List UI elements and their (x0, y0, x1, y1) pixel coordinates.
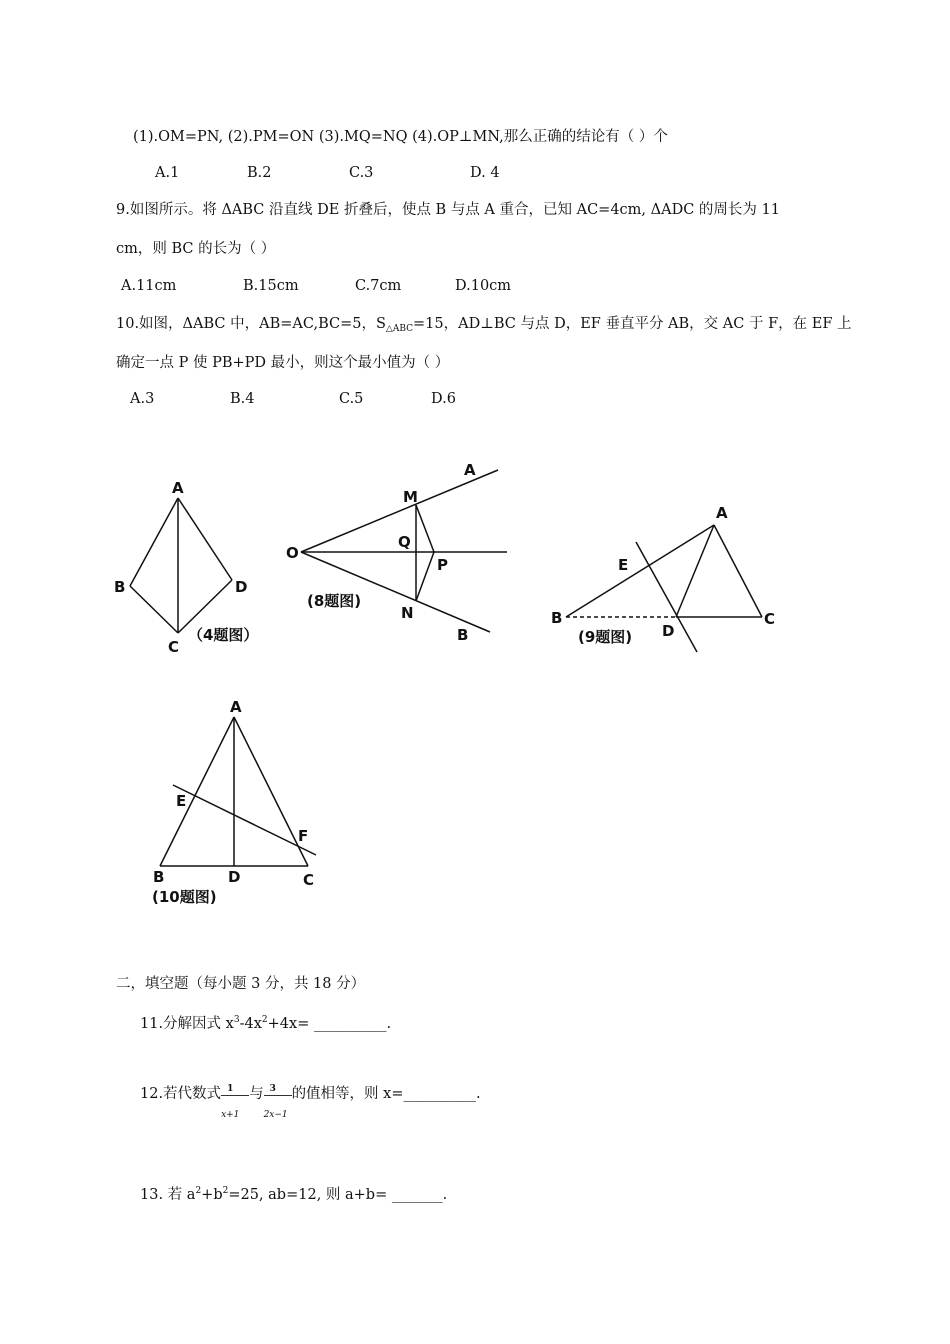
q12-end: . (476, 1086, 481, 1102)
q8-option-c: C.3 (349, 165, 374, 181)
q8-option-a: A.1 (155, 165, 180, 181)
q11-sup2: 2 (261, 1015, 268, 1025)
q13-sup2: 2 (222, 1186, 229, 1196)
q13-mid1: +b (201, 1187, 223, 1203)
q8-option-b: B.2 (247, 165, 272, 181)
fig8-label-b: B (457, 626, 469, 644)
q10-option-b: B.4 (230, 391, 255, 407)
q11-mid2: +4x= (267, 1016, 314, 1032)
q8-statement: (1).OM=PN, (2).PM=ON (3).MQ=NQ (4).OP⊥MN,那么正确的结论有（ ）个 (133, 129, 668, 145)
fig9-label-d: D (662, 622, 675, 640)
q12-fraction-1 (221, 1084, 249, 1120)
figure-4-drawing (130, 498, 232, 633)
fig10-label-b: B (153, 868, 165, 886)
q12-mid: 与 (249, 1086, 264, 1102)
q11-end: . (386, 1016, 392, 1032)
q9-line2: cm，则 BC 的长为（ ） (116, 241, 276, 257)
fig8-label-m: M (403, 488, 418, 506)
q12-line (140, 1084, 481, 1120)
fig10-label-c: C (303, 871, 315, 889)
q10-line1-part-a: 10.如图，ΔABC 中，AB=AC,BC=5，S (116, 316, 386, 332)
fig10-label-d: D (228, 868, 241, 886)
fig10-label-a: A (230, 698, 242, 716)
q13-end: . (442, 1187, 448, 1203)
q12-frac1-denominator: x+1 (221, 1110, 240, 1120)
q9-line1: 9.如图所示。将 ΔABC 沿直线 DE 折叠后，使点 B 与点 A 重合，已知 AC=4cm, ΔADC 的周长为 11 (116, 202, 780, 218)
q10-option-c: C.5 (339, 391, 364, 407)
q10-line1-part-b: =15，AD⊥BC 与点 D，EF 垂直平分 AB，交 AC 于 F，在 EF 上 (413, 316, 852, 332)
fig8-label-q: Q (398, 533, 411, 551)
q12-frac1-bar (221, 1095, 249, 1096)
q13-line (140, 1182, 447, 1204)
fig4-label-a: A (172, 479, 184, 497)
q12-frac2-bar (264, 1095, 292, 1096)
fig10-caption: (10题图) (152, 888, 217, 906)
q12-frac2-denominator: 2x−1 (263, 1110, 288, 1120)
fig4-caption: （4题图） (188, 626, 259, 644)
q10-option-a: A.3 (130, 391, 155, 407)
fig9-label-a: A (716, 504, 728, 522)
fig9-label-c: C (764, 610, 776, 628)
q11-line (140, 1011, 391, 1033)
fig9-caption: (9题图) (578, 628, 633, 646)
q12-suffix: 的值相等，则 x= (291, 1086, 404, 1102)
q13-prefix: 13. 若 a (140, 1187, 196, 1203)
fig9-label-b: B (551, 609, 563, 627)
fig4-label-c: C (168, 638, 180, 656)
q12-frac1-numerator: 1 (227, 1084, 234, 1094)
fig4-label-b: B (114, 578, 126, 596)
fig8-label-a: A (464, 461, 476, 479)
q9-option-d: D.10cm (455, 278, 512, 294)
q11-mid1: -4x (239, 1016, 262, 1032)
q13-answer-blank[interactable]: _______ (391, 1187, 443, 1203)
fig8-label-p: P (437, 556, 448, 574)
q9-option-b: B.15cm (243, 278, 299, 294)
q12-frac2-numerator: 3 (269, 1084, 276, 1094)
q9-option-a: A.11cm (121, 278, 177, 294)
q10-line2: 确定一点 P 使 PB+PD 最小，则这个最小值为（ ） (116, 355, 450, 371)
fig10-label-f: F (298, 827, 309, 845)
q10-area-subscript: △ABC (385, 324, 413, 334)
q12-fraction-2 (263, 1084, 292, 1120)
q13-sup1: 2 (195, 1186, 202, 1196)
q12-answer-blank[interactable]: __________ (403, 1086, 476, 1102)
section2-heading: 二，填空题（每小题 3 分，共 18 分） (116, 976, 366, 992)
fig10-label-e: E (176, 792, 187, 810)
fig9-label-e: E (618, 556, 629, 574)
fig8-label-o: O (286, 544, 299, 562)
fig4-label-d: D (235, 578, 248, 596)
q11-answer-blank[interactable]: __________ (313, 1016, 387, 1032)
fig8-label-n: N (401, 604, 414, 622)
q11-sup1: 3 (233, 1015, 240, 1025)
q12-prefix: 12.若代数式 (140, 1086, 222, 1102)
q13-mid2: =25, ab=12, 则 a+b= (228, 1187, 392, 1203)
q9-option-c: C.7cm (355, 278, 402, 294)
q11-prefix: 11.分解因式 x (140, 1016, 234, 1032)
fig8-caption: (8题图) (307, 592, 362, 610)
q10-option-d: D.6 (431, 391, 456, 407)
q8-option-d: D. 4 (470, 165, 500, 181)
